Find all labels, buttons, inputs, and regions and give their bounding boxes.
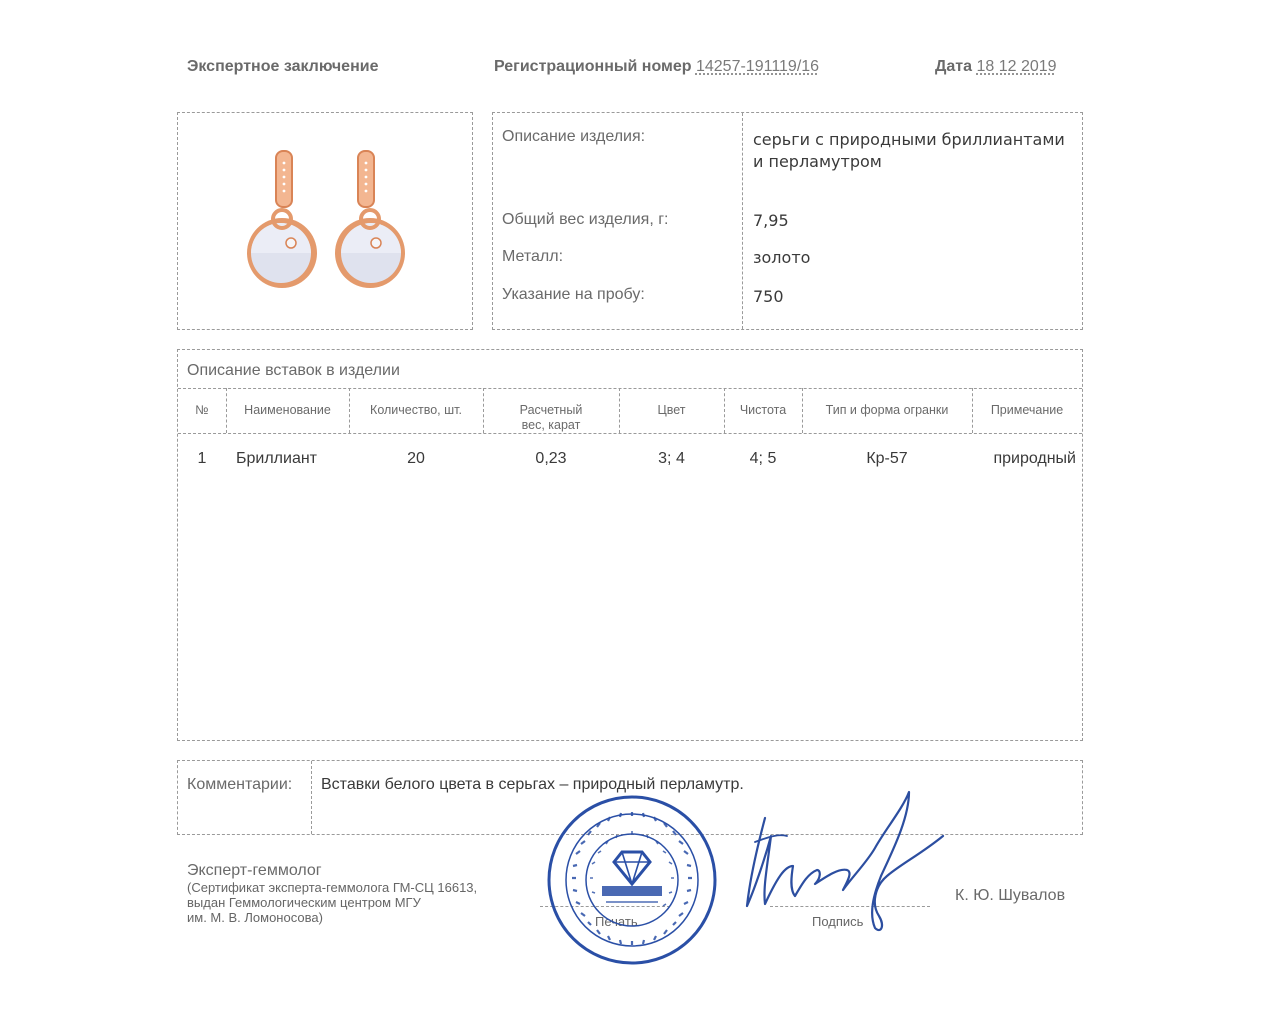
col-weight: Расчетный вес, карат bbox=[519, 403, 583, 432]
col-color: Цвет bbox=[657, 403, 686, 417]
product-photo-frame bbox=[177, 112, 473, 330]
row-quantity: 20 bbox=[407, 450, 425, 467]
document-title: Экспертное заключение bbox=[187, 58, 379, 75]
stamp-seal-icon bbox=[546, 794, 718, 966]
weight-label: Общий вес изделия, г: bbox=[502, 211, 669, 228]
fineness-value: 750 bbox=[753, 287, 784, 306]
metal-value: золото bbox=[753, 248, 811, 267]
company-stamp bbox=[546, 794, 718, 966]
registration-value: 14257-191119/16 bbox=[695, 58, 820, 75]
col-number: № bbox=[195, 403, 209, 417]
row-weight: 0,23 bbox=[535, 450, 567, 467]
col-name: Наименование bbox=[244, 403, 331, 417]
expert-title: Эксперт-геммолог bbox=[187, 862, 322, 879]
date-value: 18 12 2019 bbox=[976, 58, 1057, 75]
registration-label: Регистрационный номер bbox=[494, 58, 692, 75]
row-clarity: 4; 5 bbox=[749, 450, 777, 467]
comments-label: Комментарии: bbox=[187, 776, 293, 793]
date-label: Дата bbox=[935, 58, 973, 75]
inserts-title: Описание вставок в изделии bbox=[187, 362, 400, 379]
col-clarity: Чистота bbox=[739, 403, 787, 417]
row-color: 3; 4 bbox=[658, 450, 685, 467]
stamp-label: Печать bbox=[595, 914, 638, 929]
row-number: 1 bbox=[197, 450, 207, 467]
item-description-box bbox=[492, 112, 1083, 330]
expert-name: К. Ю. Шувалов bbox=[955, 887, 1066, 904]
weight-value: 7,95 bbox=[753, 211, 789, 230]
earrings-image bbox=[178, 113, 472, 329]
row-name: Бриллиант bbox=[236, 450, 318, 467]
signature-icon bbox=[735, 778, 950, 946]
document-date bbox=[935, 58, 1057, 76]
row-cut: Кр-57 bbox=[866, 450, 908, 467]
metal-label: Металл: bbox=[502, 248, 564, 265]
registration-number bbox=[494, 58, 819, 76]
row-note: природный bbox=[993, 450, 1076, 467]
description-value: серьги с природными бриллиантами и перламутром bbox=[753, 130, 1065, 171]
comments-text: Вставки белого цвета в серьгах – природный перламутр. bbox=[321, 776, 744, 793]
signature-label: Подпись bbox=[812, 914, 864, 929]
col-quantity: Количество, шт. bbox=[370, 403, 462, 417]
col-note: Примечание bbox=[990, 403, 1064, 417]
right-earring bbox=[335, 151, 405, 288]
description-label: Описание изделия: bbox=[502, 128, 646, 145]
inserts-table-box bbox=[177, 349, 1083, 741]
fineness-label: Указание на пробу: bbox=[502, 286, 645, 303]
left-earring bbox=[247, 151, 317, 288]
expert-certificate: (Сертификат эксперта-геммолога ГМ-СЦ 16613, выдан Геммологическим центром МГУ им. М. В. Ломоносова) bbox=[187, 880, 478, 925]
col-cut: Тип и форма огранки bbox=[825, 403, 949, 417]
